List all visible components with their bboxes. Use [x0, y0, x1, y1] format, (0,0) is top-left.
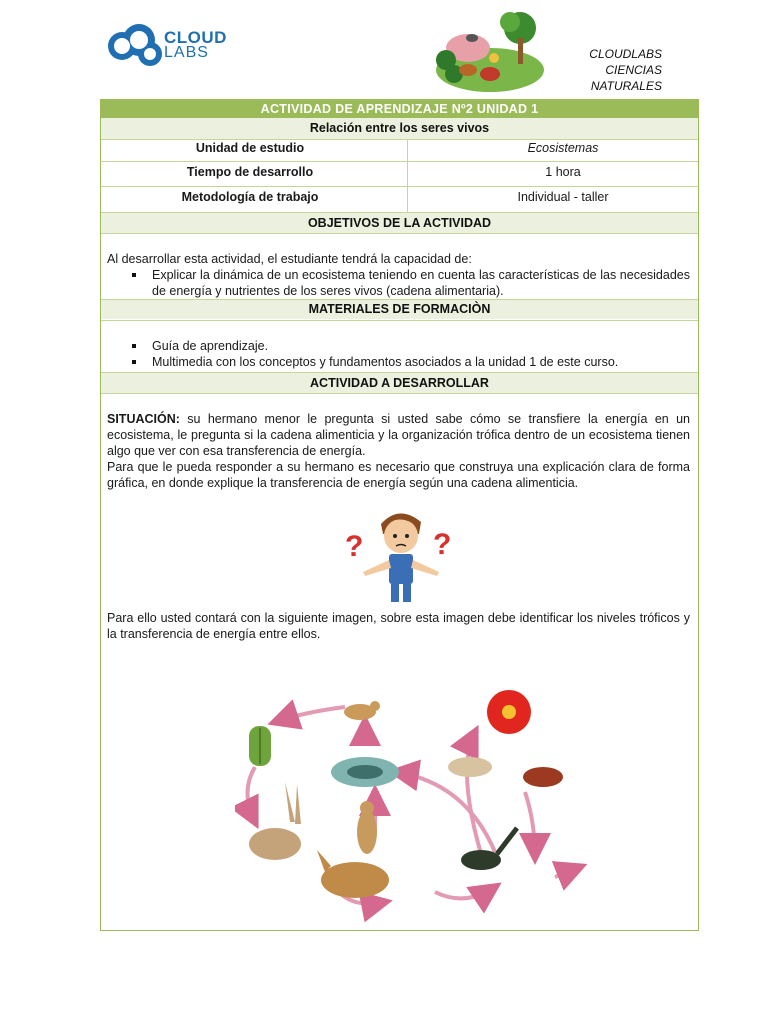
- row-label-unidad: Unidad de estudio: [195, 141, 305, 155]
- cloudlabs-logo: [106, 20, 236, 72]
- ecosystem-illustration: [432, 8, 544, 94]
- logo-line1: CLOUD: [164, 28, 227, 47]
- materials-heading: MATERIALES DE FORMACIÒN: [101, 300, 698, 319]
- objectives-heading: OBJETIVOS DE LA ACTIVIDAD: [101, 213, 698, 233]
- row-value-metodologia: Individual - taller: [517, 190, 609, 204]
- logo-line2: LABS: [164, 44, 209, 61]
- bullet-square-icon: [132, 273, 136, 277]
- header-course-info: [540, 46, 662, 94]
- divider: [101, 139, 698, 140]
- cloud-logo-icon: [106, 20, 166, 72]
- material-text: Multimedia con los conceptos y fundamentos asociados a la unidad 1 de este curso.: [152, 355, 619, 369]
- svg-text:?: ?: [433, 528, 452, 561]
- header-subject: CIENCIAS NATURALES: [590, 63, 662, 93]
- row-label-tiempo: Tiempo de desarrollo: [186, 165, 314, 179]
- materials-list: [107, 338, 690, 370]
- confused-boy-illustration: [341, 502, 461, 606]
- sheet-subtitle: Relación entre los seres vivos: [101, 118, 698, 139]
- row-label-metodologia: Metodología de trabajo: [181, 190, 319, 204]
- divider: [101, 393, 698, 394]
- activity-sheet: [100, 99, 699, 931]
- row-value-tiempo: 1 hora: [545, 165, 581, 179]
- svg-text:?: ?: [345, 530, 364, 563]
- header-brand: CLOUDLABS: [589, 47, 662, 61]
- activity-paragraph-2: Para que le pueda responder a su hermano es necesario que construya una explicación clara de forma gráfica, en donde explique la transferencia de energía según una cadena alimenticia.: [107, 460, 690, 490]
- divider: [101, 161, 698, 162]
- list-item: [107, 267, 690, 299]
- list-item: [107, 354, 690, 370]
- bullet-square-icon: [132, 344, 136, 348]
- objective-text: Explicar la dinámica de un ecosistema teniendo en cuenta las características de las necesidades de energía y nutrientes de los seres vivos (cadena alimentaria).: [152, 268, 690, 298]
- food-web-illustration: [235, 672, 595, 932]
- activity-heading: ACTIVIDAD A DESARROLLAR: [101, 373, 698, 393]
- situation-text: su hermano menor le pregunta si usted sabe cómo se transfiere la energía en un ecosistema, le pregunta si la cadena alimenticia y la organización trófica dentro de un ecosistema tienen algo que ver con esa transferencia de energía.: [107, 412, 690, 458]
- situation-paragraph: [107, 411, 690, 459]
- objectives-list: [107, 267, 690, 299]
- material-text: Guía de aprendizaje.: [152, 339, 269, 353]
- bullet-square-icon: [132, 360, 136, 364]
- objectives-intro: Al desarrollar esta actividad, el estudiante tendrá la capacidad de:: [107, 252, 472, 266]
- divider: [101, 320, 698, 321]
- row-value-unidad: Ecosistemas: [527, 141, 599, 155]
- situation-label: SITUACIÓN:: [107, 412, 180, 426]
- logo-wordmark: [164, 30, 227, 60]
- column-divider: [407, 139, 408, 213]
- sheet-title: ACTIVIDAD DE APRENDIZAJE Nº2 UNIDAD 1: [101, 100, 698, 118]
- divider: [101, 186, 698, 187]
- activity-paragraph-3: Para ello usted contará con la siguiente imagen, sobre esta imagen debe identificar los niveles tróficos y la transferencia de energía entre ellos.: [107, 611, 690, 641]
- list-item: [107, 338, 690, 354]
- divider: [101, 233, 698, 234]
